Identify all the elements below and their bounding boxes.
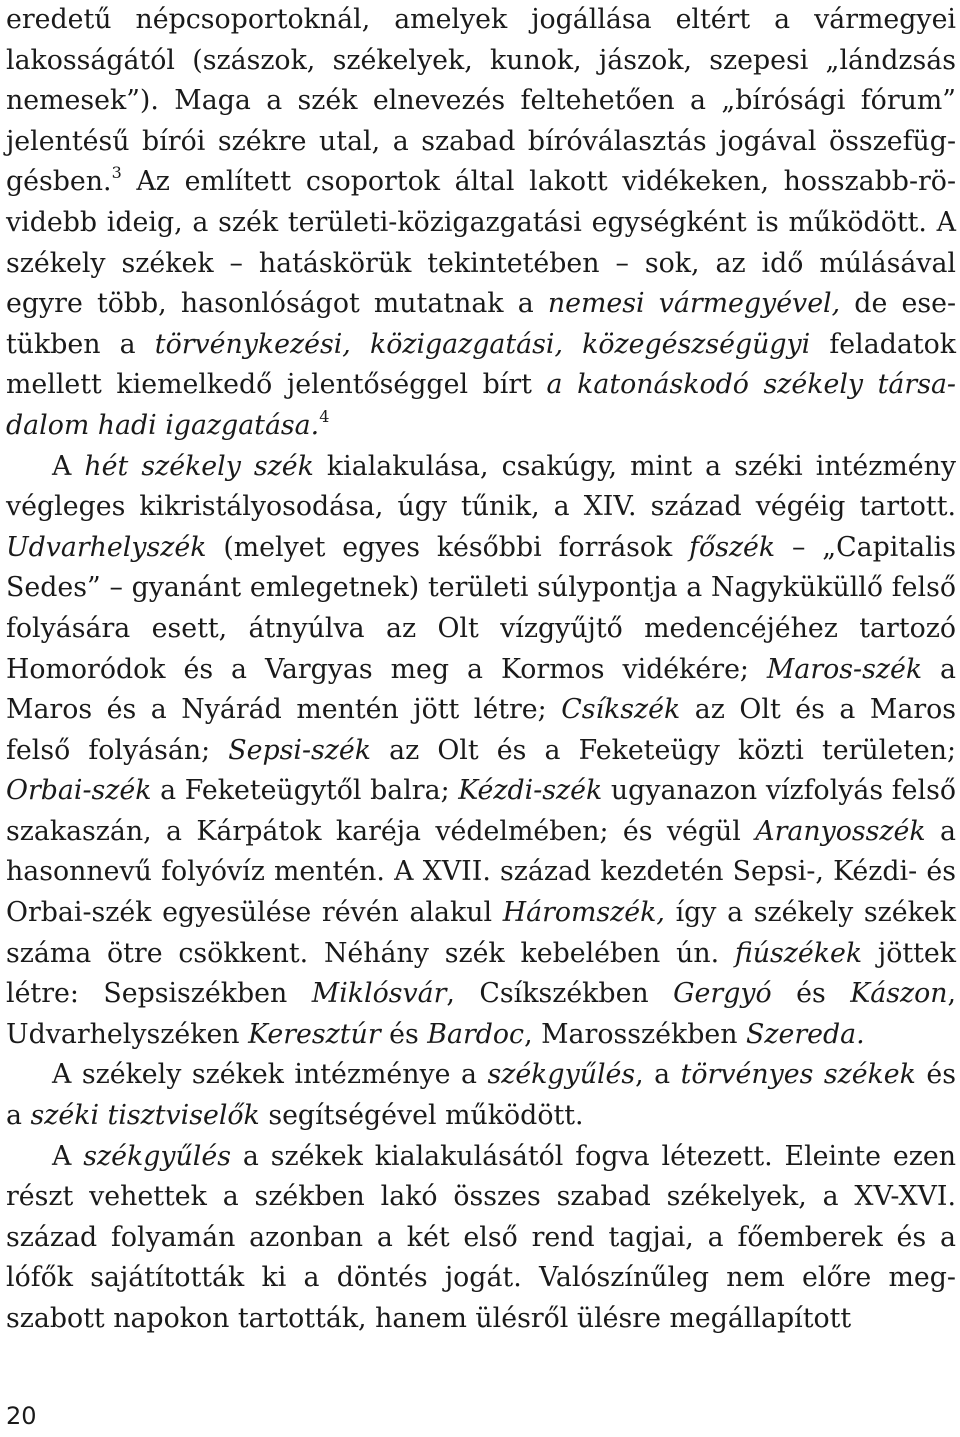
italic-term: főszék	[689, 531, 776, 563]
text-run: , Csíkszékben	[446, 978, 674, 1010]
paragraph-2	[6, 447, 956, 1056]
italic-term: Kászon	[850, 978, 948, 1010]
italic-term: a katonáskodó székely társa-dalom hadi igazgatása.	[6, 369, 956, 441]
italic-term: törvényes székek	[680, 1059, 916, 1091]
text-run: A	[52, 1140, 84, 1172]
text-run: A	[52, 450, 85, 482]
paragraph-3	[6, 1055, 956, 1136]
italic-term: Miklósvár	[311, 978, 447, 1010]
text-run: és	[771, 978, 851, 1010]
footnote-marker: 3	[111, 163, 122, 183]
text-run: (melyet egyes későbbi források	[206, 531, 690, 563]
text-run: a székek kialakulásától fogva létezett. Eleinte ezen részt vehettek a székben lakó összes szabad székelyek, a XV-XVI. század folyamán azonban a két első rend tagjai, a főemberek és a lófők sajátították ki a döntés jogát. Valószínűleg nem előre meg-szabott napokon tartották, hanem ülésről ülésre megállapított	[6, 1140, 956, 1334]
italic-term: széki tisztviselők	[30, 1100, 260, 1132]
text-run: kialakulása, csakúgy, mint a széki intézmény végleges kikristályosodása, úgy tűnik, a XIV. század végéig tartott.	[6, 450, 957, 523]
text-run: segítségével működött.	[259, 1100, 584, 1132]
text-run: eredetű népcsoportoknál, amelyek jogállása eltért a vármegyei lakosságától (szászok, székelyek, kunok, jászok, szepesi „lándzsás nemesek”). Maga a szék elnevezés feltehetően a „bírósági fórum” jelentésű bírói székre utal, a szabad bíróválasztás jogával összefüg-gésben.	[6, 4, 956, 198]
text-run: feladatok mellett kiemelkedő jelentőséggel bírt	[6, 328, 956, 401]
text-run: Az említett csoportok által lakott vidékeken, hosszabb-rö-videbb ideig, a szék területi-közigazgatási egységként is működött. A székely székek – hatáskörük tekintetében – sok, az idő múlásával egyre több, hasonlóságot mutatnak a	[6, 166, 956, 320]
italic-term: Orbai-szék	[6, 775, 152, 807]
italic-term: Keresztúr	[248, 1018, 381, 1050]
text-run: és	[380, 1018, 428, 1050]
italic-term: Sepsi-szék	[228, 734, 371, 766]
text-run: de ese-tükben a	[6, 288, 956, 360]
italic-term: Aranyosszék	[755, 815, 926, 847]
text-run: az Olt és a Maros felső folyásán;	[6, 694, 957, 766]
italic-term: fiúszékek	[734, 937, 863, 969]
page-number: 20	[6, 1402, 37, 1430]
text-run: jöttek létre: Sepsiszékben	[6, 937, 956, 1010]
italic-term: hét székely szék	[84, 450, 314, 482]
text-run: és a	[6, 1059, 956, 1132]
italic-term: székgyűlés	[487, 1059, 636, 1091]
text-run: ugyanazon vízfolyás felső szakaszán, a Kárpátok karéja védelmében; és végül	[6, 775, 956, 847]
body-text	[6, 0, 956, 1340]
footnote-marker: 4	[319, 407, 330, 427]
italic-term: nemesi vármegyével,	[547, 288, 841, 320]
text-run: a Feketeügytől balra;	[151, 775, 459, 807]
italic-term: Háromszék,	[502, 897, 665, 929]
text-run: , a	[635, 1059, 681, 1091]
text-run: így a székely székek száma ötre csökkent. Néhány szék kebelében ún.	[6, 897, 956, 969]
italic-term: Maros-szék	[766, 653, 923, 685]
text-run: – „Capitalis Sedes” – gyanánt emlegetnek) területi súlypontja a Nagyküküllő felső folyására esett, átnyúlva az Olt vízgyűjtő medencéjéhez tartozó Homoródok és a Vargyas meg a Kormos vidékére;	[6, 531, 956, 685]
paragraph-1	[6, 0, 956, 447]
italic-term: Szereda.	[745, 1018, 865, 1050]
italic-term: Udvarhelyszék	[6, 531, 207, 563]
text-run: A székely székek intézménye a	[52, 1059, 488, 1091]
text-run: a hasonnevű folyóvíz mentén. A XVII. század kezdetén Sepsi-, Kézdi- és Orbai-szék egyesülése révén alakul	[6, 815, 956, 929]
text-run: , Marosszékben	[524, 1018, 746, 1050]
text-run: az Olt és a Feketeügy közti területen;	[370, 734, 956, 766]
italic-term: törvénykezési, közigazgatási, közegészségügyi	[154, 328, 811, 360]
paragraph-4	[6, 1137, 956, 1340]
text-run: a Maros és a Nyárád mentén jött létre;	[6, 653, 956, 726]
italic-term: székgyűlés	[83, 1140, 231, 1172]
italic-term: Bardoc	[427, 1018, 525, 1050]
italic-term: Kézdi-szék	[458, 775, 603, 807]
italic-term: Csíkszék	[561, 694, 681, 726]
text-run: , Udvarhelyszéken	[6, 978, 956, 1050]
italic-term: Gergyó	[673, 978, 772, 1010]
